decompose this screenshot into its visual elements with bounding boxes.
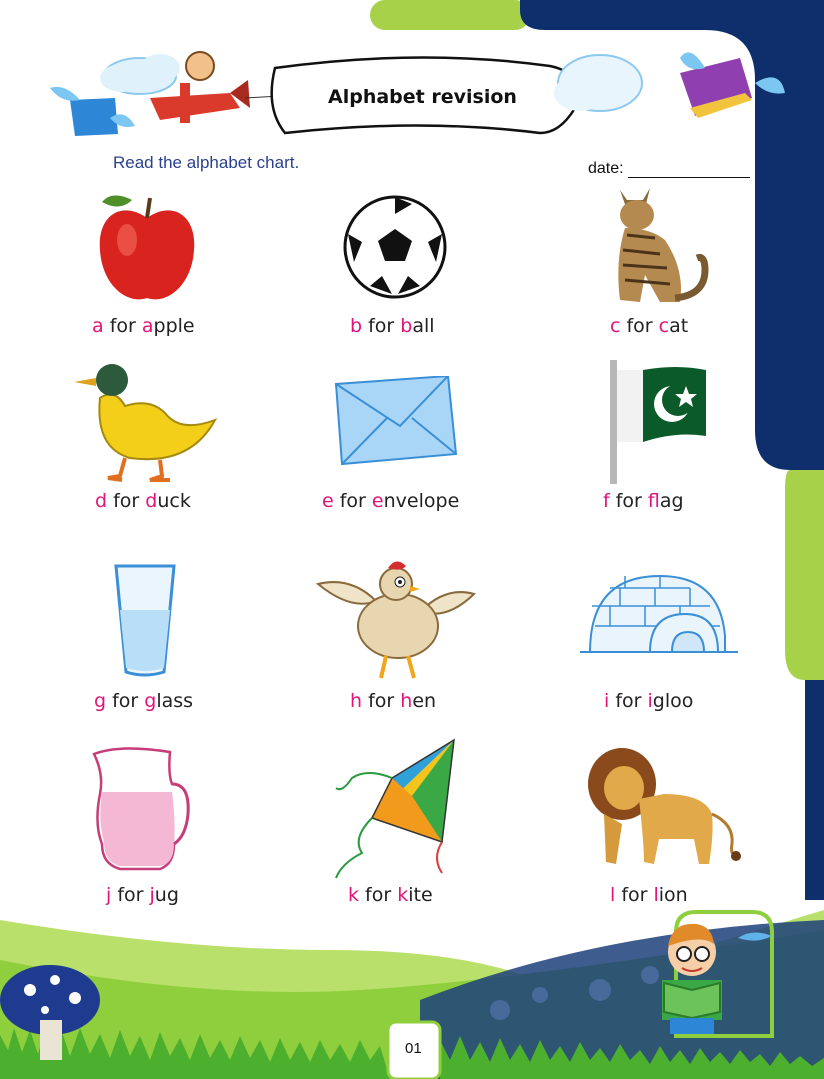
label-igloo: i for igloo [604, 690, 694, 712]
hen-icon [316, 556, 476, 684]
cloud-icon [554, 55, 642, 111]
label-duck: d for duck [95, 490, 191, 512]
label-flag: f for flag [603, 490, 684, 512]
igloo-icon [580, 566, 738, 662]
duck-icon [70, 358, 220, 483]
jug-icon [90, 744, 198, 874]
label-ball: b for ball [350, 315, 435, 337]
flag-icon [606, 356, 710, 486]
flying-book-icon [680, 52, 785, 118]
instruction-text: Read the alphabet chart. [113, 153, 300, 172]
label-cat: c for cat [610, 315, 689, 337]
flying-book-icon [50, 87, 135, 136]
label-jug: j for jug [106, 884, 179, 906]
cat-icon [605, 180, 715, 308]
label-glass: g for glass [94, 690, 194, 712]
ball-icon [342, 194, 448, 300]
page-number: 01 [405, 1040, 422, 1057]
label-kite: k for kite [348, 884, 433, 906]
label-hen: h for hen [350, 690, 437, 712]
reading-boy-icon [652, 908, 792, 1038]
apple-icon [92, 190, 202, 305]
glass-icon [112, 562, 178, 680]
kite-icon [332, 738, 460, 880]
envelope-icon [332, 376, 460, 466]
cloud-icon [100, 54, 180, 94]
date-label: date: [588, 160, 624, 177]
lion-icon [584, 744, 742, 872]
label-apple: a for apple [92, 315, 195, 337]
date-field-line[interactable] [628, 177, 750, 178]
label-envelope: e for envelope [322, 490, 460, 512]
page-title: Alphabet revision [328, 86, 517, 108]
label-lion: l for lion [610, 884, 688, 906]
